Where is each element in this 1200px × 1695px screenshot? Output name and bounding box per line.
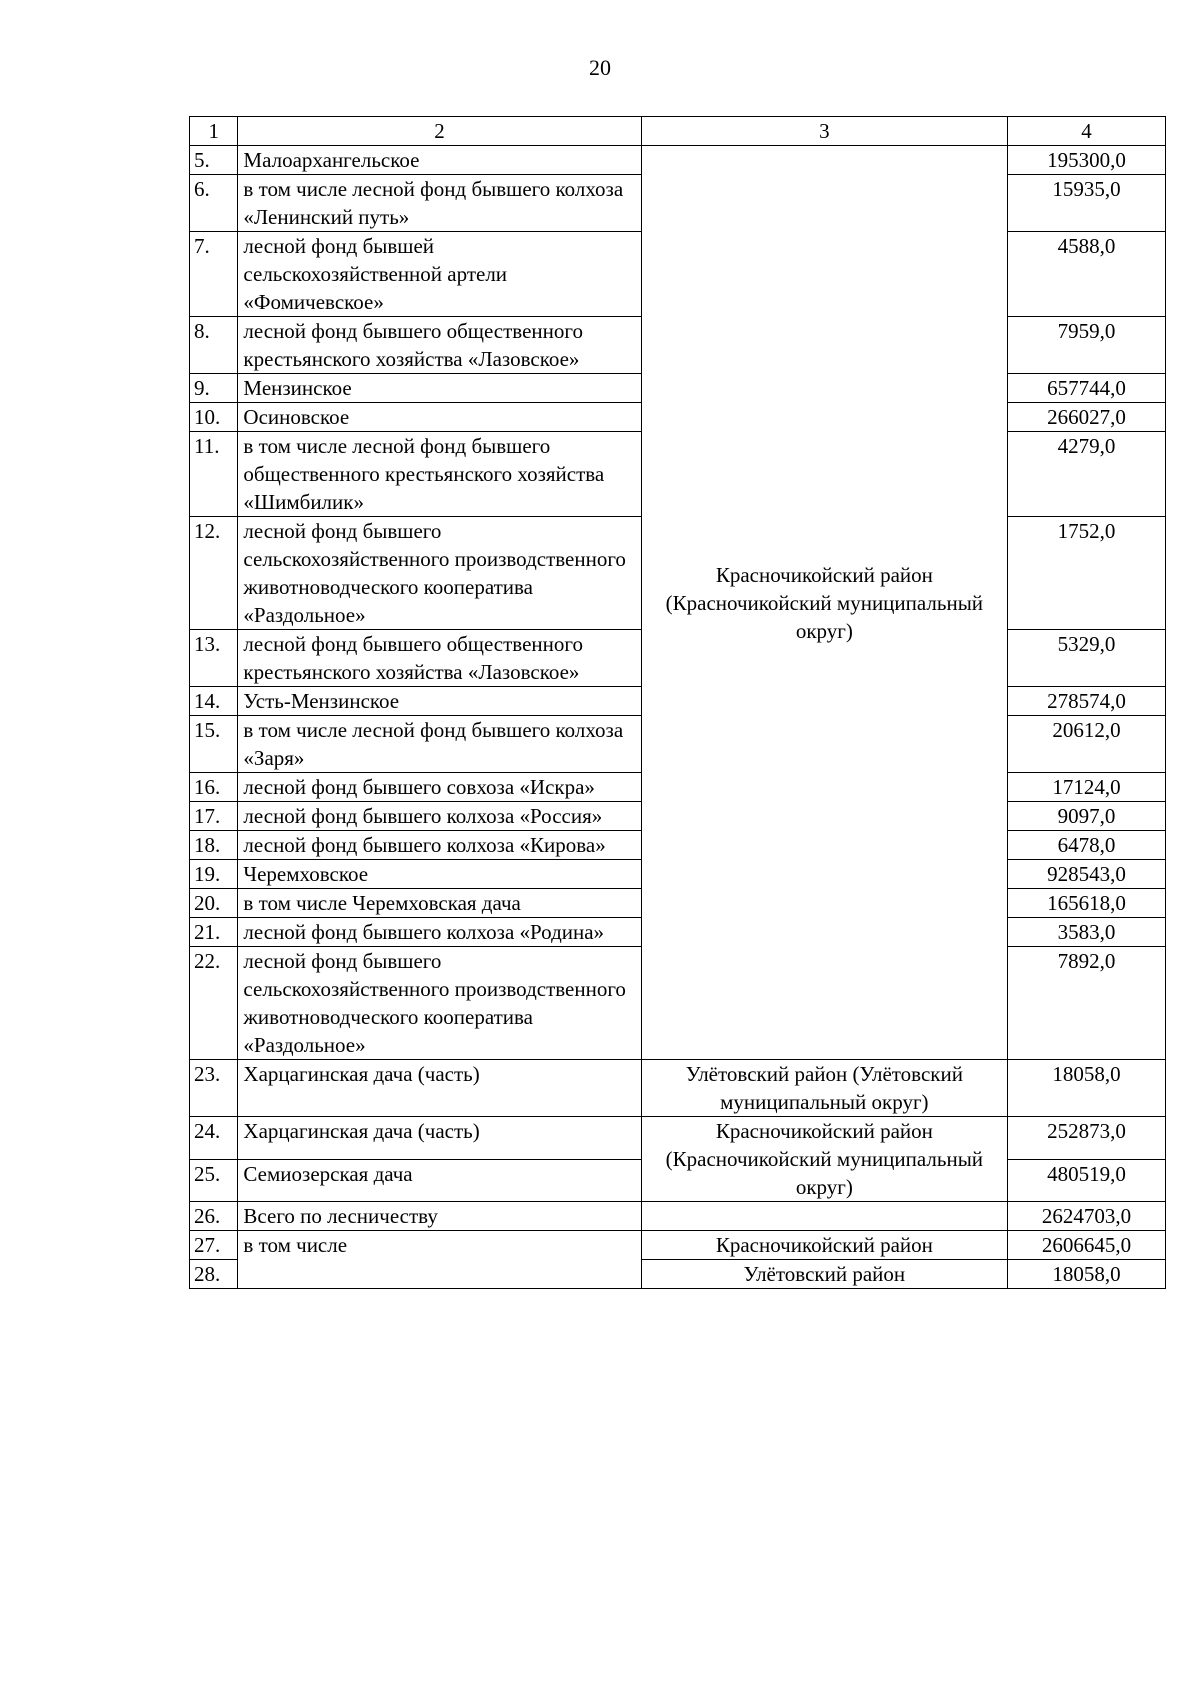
row-number: 19. xyxy=(190,860,238,889)
forest-name: в том числе лесной фонд бывшего колхоза «Ленинский путь» xyxy=(238,175,641,232)
forest-name: лесной фонд бывшего общественного крестьянского хозяйства «Лазовское» xyxy=(238,317,641,374)
row-number: 8. xyxy=(190,317,238,374)
header-cell: 3 xyxy=(641,117,1007,146)
area-value: 165618,0 xyxy=(1008,889,1166,918)
row-number: 12. xyxy=(190,517,238,630)
table-row xyxy=(190,1117,1166,1160)
row-number: 20. xyxy=(190,889,238,918)
forest-name: Малоархангельское xyxy=(238,146,641,175)
area-value: 5329,0 xyxy=(1008,630,1166,687)
table-row xyxy=(190,1202,1166,1231)
forest-name: Осиновское xyxy=(238,403,641,432)
row-number: 27. xyxy=(190,1231,238,1260)
forest-name: в том числе лесной фонд бывшего общественного крестьянского хозяйства «Шимбилик» xyxy=(238,432,641,517)
forest-name: Черемховское xyxy=(238,860,641,889)
area-value: 4279,0 xyxy=(1008,432,1166,517)
row-number: 18. xyxy=(190,831,238,860)
page-number: 20 xyxy=(589,55,611,80)
row-number: 11. xyxy=(190,432,238,517)
district-cell: Красночикойский район (Красночикойский муниципальный округ) xyxy=(641,1117,1007,1202)
row-number: 10. xyxy=(190,403,238,432)
row-number: 7. xyxy=(190,232,238,317)
forest-name: лесной фонд бывшего общественного крестьянского хозяйства «Лазовское» xyxy=(238,630,641,687)
forest-name: лесной фонд бывшей сельскохозяйственной артели «Фомичевское» xyxy=(238,232,641,317)
district-cell-empty xyxy=(641,1202,1007,1231)
forest-name: лесной фонд бывшего сельскохозяйственного производственного животноводческого кооператива «Раздольное» xyxy=(238,947,641,1060)
area-value: 1752,0 xyxy=(1008,517,1166,630)
area-value: 9097,0 xyxy=(1008,802,1166,831)
row-number: 21. xyxy=(190,918,238,947)
header-cell: 4 xyxy=(1008,117,1166,146)
row-number: 13. xyxy=(190,630,238,687)
forest-name: лесной фонд бывшего совхоза «Искра» xyxy=(238,773,641,802)
forest-name: Харцагинская дача (часть) xyxy=(238,1117,641,1160)
area-value: 7959,0 xyxy=(1008,317,1166,374)
forest-name: Семиозерская дача xyxy=(238,1159,641,1202)
header-cell: 1 xyxy=(190,117,238,146)
row-number: 5. xyxy=(190,146,238,175)
row-number: 6. xyxy=(190,175,238,232)
area-value: 6478,0 xyxy=(1008,831,1166,860)
row-number: 24. xyxy=(190,1117,238,1160)
area-value: 2624703,0 xyxy=(1008,1202,1166,1231)
forest-name: Мензинское xyxy=(238,374,641,403)
table-row xyxy=(190,146,1166,175)
forest-name: лесной фонд бывшего колхоза «Родина» xyxy=(238,918,641,947)
row-number: 9. xyxy=(190,374,238,403)
area-value: 20612,0 xyxy=(1008,716,1166,773)
district-cell: Красночикойский район xyxy=(641,1231,1007,1260)
row-number: 23. xyxy=(190,1060,238,1117)
row-number: 14. xyxy=(190,687,238,716)
area-value: 657744,0 xyxy=(1008,374,1166,403)
row-number: 22. xyxy=(190,947,238,1060)
row-number: 25. xyxy=(190,1159,238,1202)
forest-name: лесной фонд бывшего сельскохозяйственного производственного животноводческого кооператива «Раздольное» xyxy=(238,517,641,630)
header-cell: 2 xyxy=(238,117,641,146)
forest-name: в том числе Черемховская дача xyxy=(238,889,641,918)
area-value: 7892,0 xyxy=(1008,947,1166,1060)
forest-name: Харцагинская дача (часть) xyxy=(238,1060,641,1117)
table-row xyxy=(190,1231,1166,1260)
area-value: 4588,0 xyxy=(1008,232,1166,317)
row-number: 15. xyxy=(190,716,238,773)
table-row xyxy=(190,1060,1166,1117)
district-cell: Улётовский район xyxy=(641,1260,1007,1289)
row-number: 16. xyxy=(190,773,238,802)
forest-name: в том числе лесной фонд бывшего колхоза «Заря» xyxy=(238,716,641,773)
area-value: 195300,0 xyxy=(1008,146,1166,175)
row-number: 26. xyxy=(190,1202,238,1231)
area-value: 480519,0 xyxy=(1008,1159,1166,1202)
forest-name: лесной фонд бывшего колхоза «Кирова» xyxy=(238,831,641,860)
area-value: 278574,0 xyxy=(1008,687,1166,716)
area-value: 928543,0 xyxy=(1008,860,1166,889)
area-value: 252873,0 xyxy=(1008,1117,1166,1160)
row-number: 17. xyxy=(190,802,238,831)
area-value: 18058,0 xyxy=(1008,1260,1166,1289)
area-value: 17124,0 xyxy=(1008,773,1166,802)
area-value: 3583,0 xyxy=(1008,918,1166,947)
forest-name: лесной фонд бывшего колхоза «Россия» xyxy=(238,802,641,831)
area-value: 18058,0 xyxy=(1008,1060,1166,1117)
area-value: 15935,0 xyxy=(1008,175,1166,232)
forest-name: в том числе xyxy=(238,1231,641,1289)
row-number: 28. xyxy=(190,1260,238,1289)
district-cell: Красночикойский район (Красночикойский муниципальный округ) xyxy=(641,146,1007,1060)
header-row xyxy=(190,117,1166,146)
forest-district-table xyxy=(189,116,1166,1289)
forest-name: Усть-Мензинское xyxy=(238,687,641,716)
area-value: 266027,0 xyxy=(1008,403,1166,432)
district-cell: Улётовский район (Улётовский муниципальный округ) xyxy=(641,1060,1007,1117)
forest-name: Всего по лесничеству xyxy=(238,1202,641,1231)
area-value: 2606645,0 xyxy=(1008,1231,1166,1260)
